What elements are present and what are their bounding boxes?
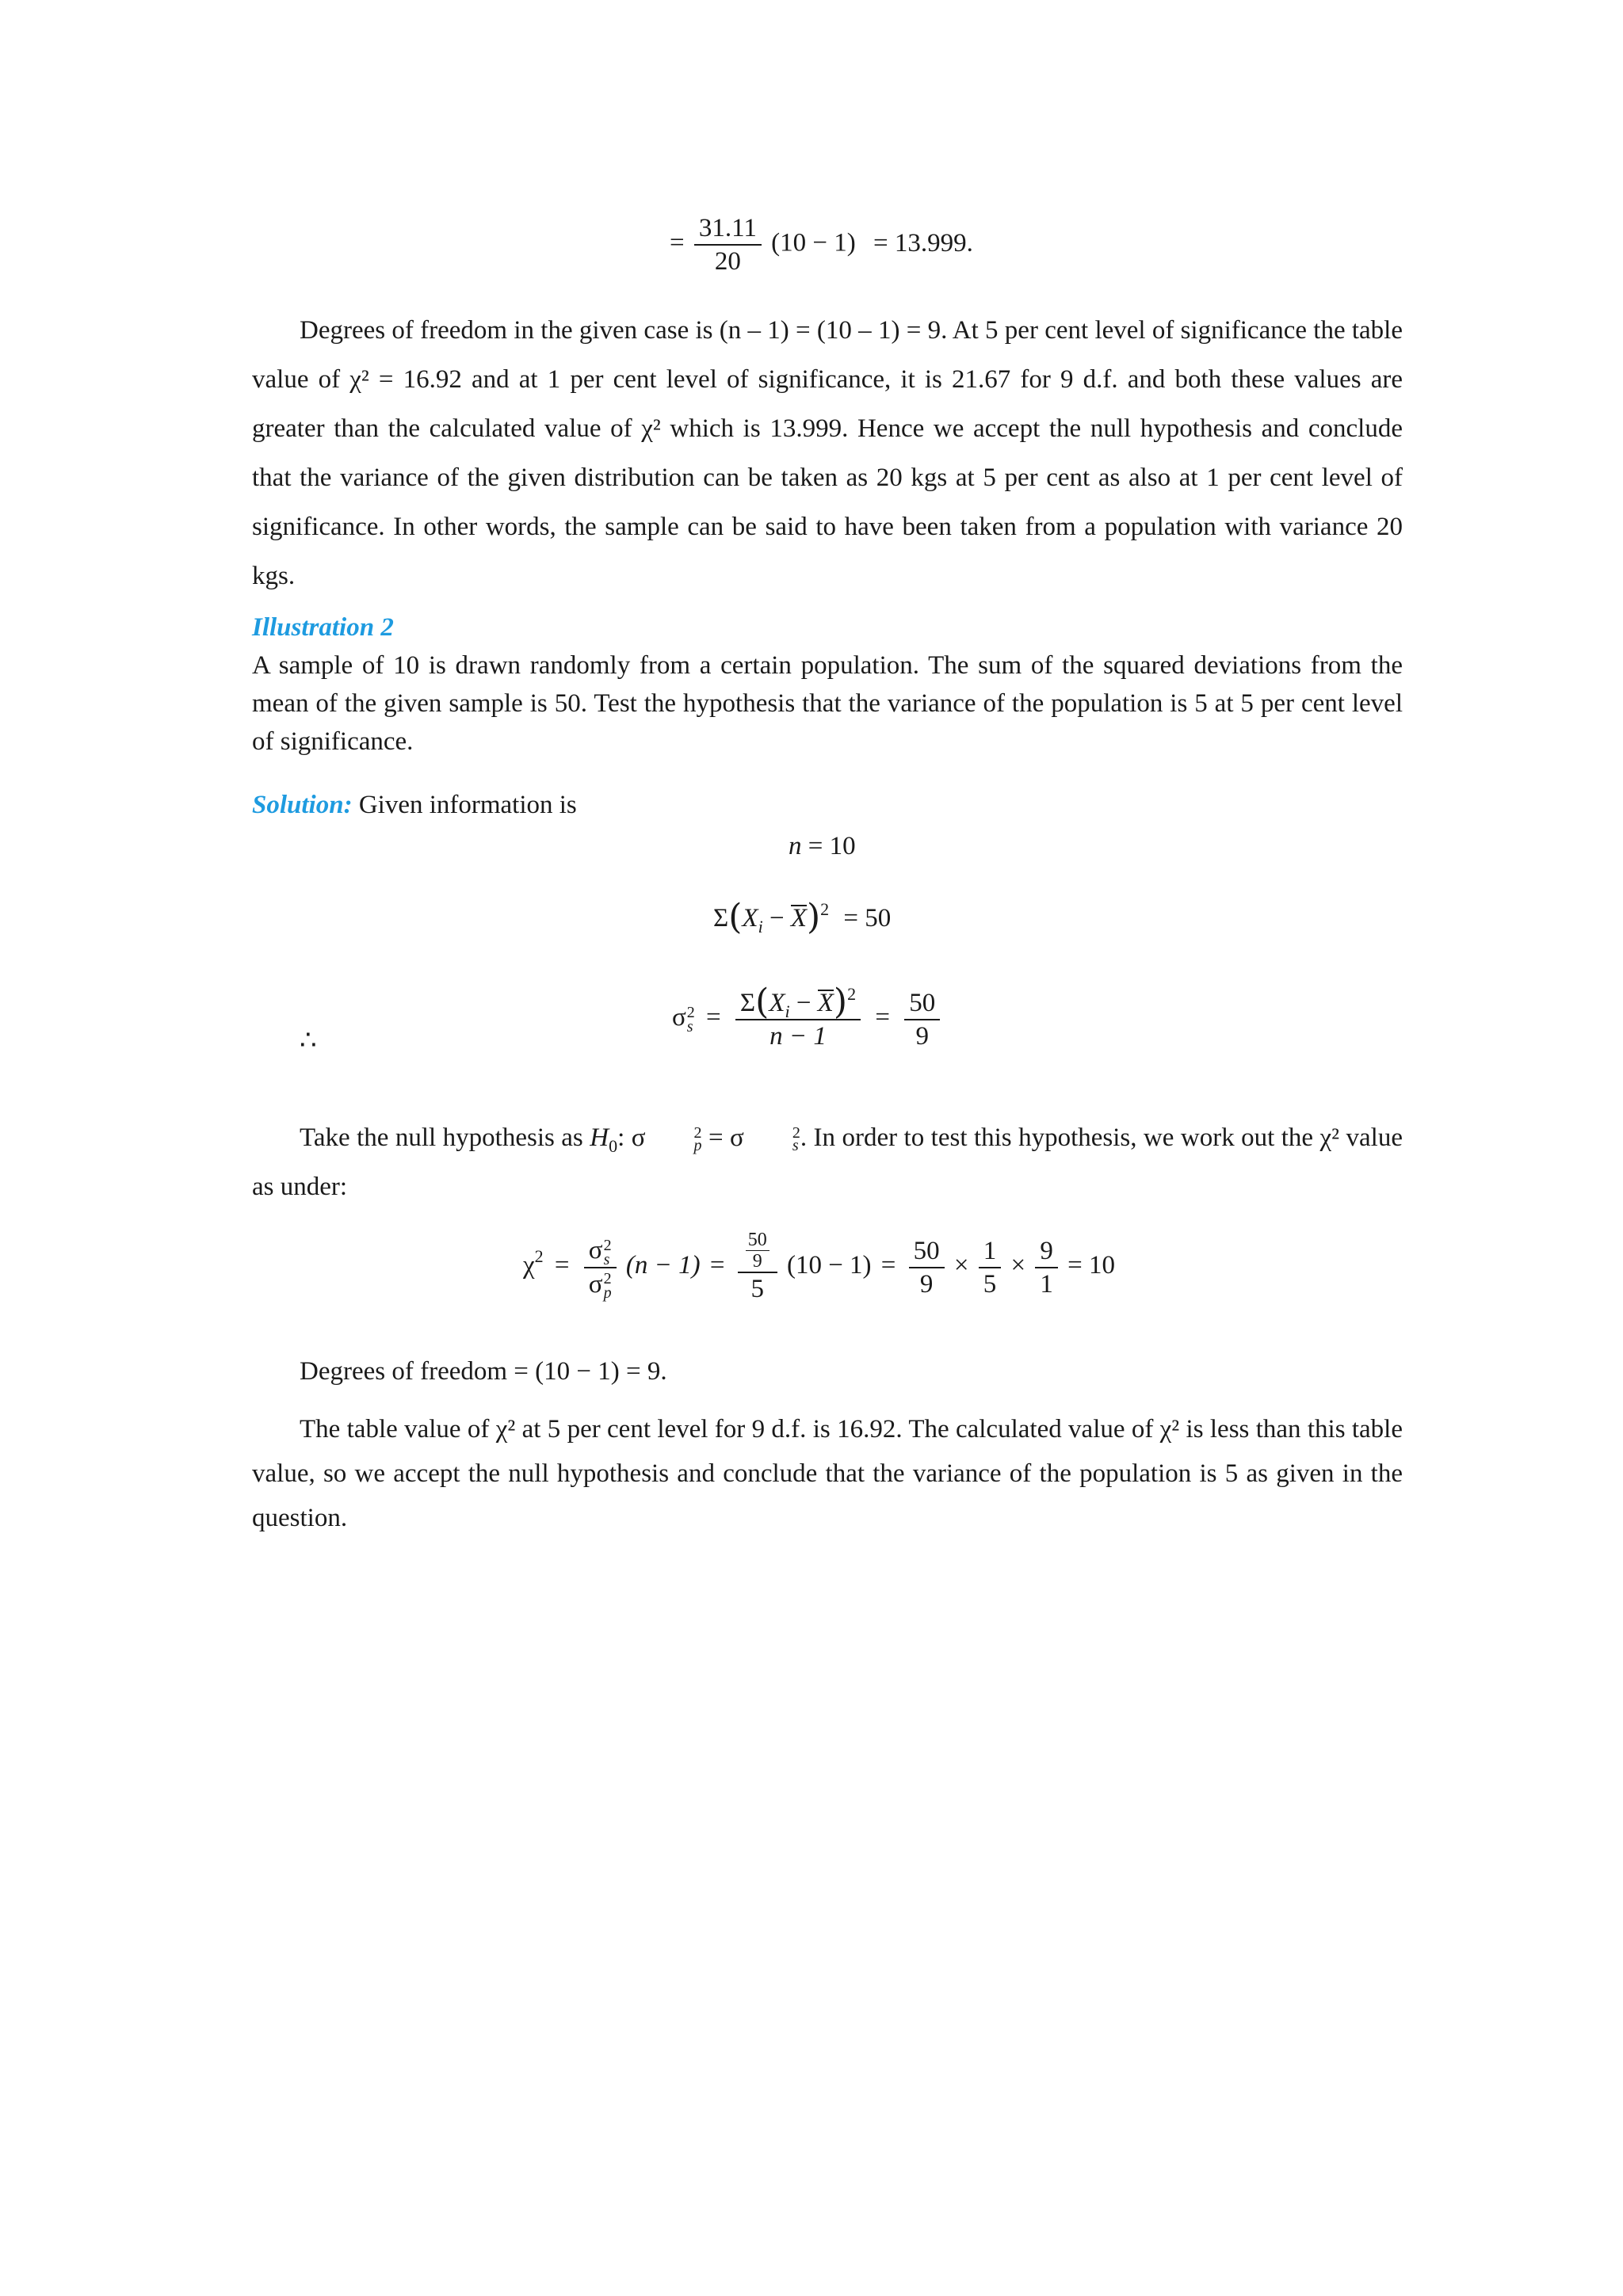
equation-sample-size: [789, 830, 856, 862]
equation-sum-squared-deviations: $\Sigma(X_i - X)^2 = 50$: [713, 897, 892, 937]
equals-sign: =: [670, 228, 685, 257]
paragraph-degrees-freedom-2: [252, 1352, 1403, 1390]
paragraph-text: Degrees of freedom = (10 − 1) = 9.: [300, 1357, 667, 1386]
solution-label: Solution:: [252, 791, 353, 819]
result-fraction: [904, 987, 940, 1052]
fraction-numerator: 31.11: [694, 212, 762, 246]
variable-x: X: [742, 904, 758, 933]
minus-sign: −: [769, 904, 785, 933]
equals-sign: =: [875, 1003, 890, 1032]
sub-superscript: 2 s: [686, 1003, 695, 1035]
chi-symbol: χ: [523, 1251, 535, 1280]
solution-intro: Given information is: [358, 791, 577, 819]
degrees-factor: (10 − 1): [771, 228, 856, 257]
fraction-denominator: 9: [915, 1021, 929, 1051]
equation-calculated-chi-square: [670, 212, 973, 277]
paragraph-degrees-of-freedom: [252, 306, 1403, 601]
fraction-denominator: n − 1: [769, 1022, 827, 1051]
paragraph-text: The table value of χ² at 5 per cent level for 9 d.f. is 16.92. The calculated value of χ² is less than this table value, so we accept the null hypothesis and conclude that the variance of the population is 5 as given in the question.: [252, 1415, 1403, 1532]
hypothesis-h: H: [590, 1123, 609, 1152]
therefore-symbol: ∴: [300, 1026, 317, 1055]
equation-sample-variance: σ 2 s = $\frac{\Sigma(X_i - X)^2}{n - 1}$ = $\frac{50}{9}$: [672, 986, 943, 1052]
variable-x-bar: X: [790, 904, 807, 933]
variance-ratio: σ 2 s σ 2 p: [584, 1234, 617, 1300]
illustration-text: A sample of 10 is drawn randomly from a certain population. The sum of the squared deviations from the mean of the given sample is 50. Test the hypothesis that the variance of the population is 5 at 5 per cent level of significance.: [252, 651, 1403, 756]
paragraph-text: Degrees of freedom in the given case is (n – 1) = (10 – 1) = 9. At 5 per cent level of significance the table value of χ² = 16.92 and at 1 per cent level of significance, it is 21.67 for 9 d.f. and both these values are greater than the calculated value of χ² which is 13.999. Hence we accept the null hypothesis and conclude that the variance of the given distribution can be taken as 20 kgs at 5 per cent as also at 1 per cent level of significance. In other words, the sample can be said to have been taken from a population with variance 20 kgs.: [252, 316, 1403, 590]
equation-rhs: = 10: [808, 832, 856, 860]
illustration-section: [252, 608, 1403, 761]
paragraph-null-hypothesis: [252, 1113, 1403, 1211]
fraction: [694, 212, 762, 277]
variance-fraction: [735, 982, 861, 1052]
sigma-symbol: σ: [672, 1003, 686, 1032]
sum-symbol: Σ: [713, 904, 729, 933]
fraction-numerator: 50: [904, 987, 940, 1020]
subscript-i: i: [758, 917, 763, 936]
fraction-numerator: $\Sigma(X_i - X)^2$: [735, 986, 861, 1020]
nested-fraction: $\frac{\frac{50}{9}}{5}$: [738, 1230, 777, 1305]
equation-chi-square-computation: $\chi^2$ = σ 2 s σ 2 p (n − 1) = $\frac{\frac{50}{9}}{5}$ (10 − 1) = $\frac{50}{9}$ × $\frac{1}{5}$ × $\frac{9}{1}$ = 10: [523, 1230, 1116, 1303]
variable-n: n: [789, 832, 802, 860]
equation-result: = 13.999.: [873, 228, 973, 257]
solution-line: [252, 786, 1403, 824]
equation-rhs: = 50: [843, 904, 892, 933]
paragraph-conclusion: [252, 1407, 1403, 1540]
exponent: 2: [820, 899, 830, 919]
equation-result: = 10: [1067, 1251, 1116, 1280]
paragraph-text: Take the null hypothesis as $H_0$: σ 2 p = σ 2 s . In order to test this hypothesis, we work out the χ² value as under:: [252, 1123, 1403, 1201]
illustration-heading: Illustration 2: [252, 613, 394, 642]
fraction-denominator: 20: [714, 247, 741, 276]
